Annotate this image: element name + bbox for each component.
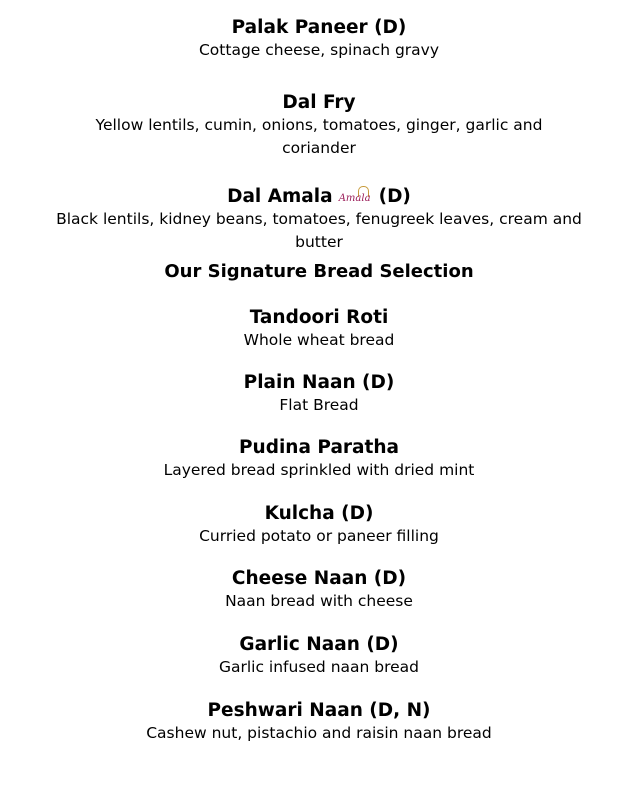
bread-description: Cashew nut, pistachio and raisin naan bread [146, 724, 492, 742]
menu-item [0, 568, 638, 613]
menu-item [0, 700, 638, 745]
section-title: Our Signature Bread Selection [164, 261, 474, 282]
bread-description: Layered bread sprinkled with dried mint [163, 461, 475, 479]
menu-item [0, 17, 638, 62]
dish-name: Dal Fry [282, 92, 356, 113]
bread-description: Naan bread with cheese [225, 592, 413, 610]
bread-description: Flat Bread [279, 396, 359, 414]
bread-name: Garlic Naan (D) [239, 634, 399, 655]
dish-description: Cottage cheese, spinach gravy [198, 41, 439, 59]
dish-description: Black lentils, kidney beans, tomatoes, fenugreek leaves, cream and butter [56, 210, 582, 251]
bread-description: Garlic infused naan bread [218, 658, 420, 676]
dish-name-suffix: (D) [378, 186, 411, 207]
menu-item [0, 307, 638, 352]
bread-name: Pudina Paratha [238, 437, 400, 458]
bread-name: Tandoori Roti [249, 307, 389, 328]
bread-name: Plain Naan (D) [243, 372, 395, 393]
section-heading [0, 261, 638, 283]
amala-logo [335, 186, 375, 208]
dish-name: Palak Paneer (D) [231, 17, 407, 38]
menu-item [0, 372, 638, 417]
dish-name [0, 186, 638, 208]
bread-name: Kulcha (D) [264, 503, 374, 524]
menu-item [0, 503, 638, 548]
logo-wordmark: Amala [338, 193, 371, 204]
menu-item [0, 437, 638, 482]
dish-name-text: Dal Amala [227, 186, 333, 207]
dish-description: Yellow lentils, cumin, onions, tomatoes, ginger, garlic and coriander [95, 116, 543, 157]
menu-item [0, 634, 638, 679]
menu-item [0, 186, 638, 254]
menu-item [0, 92, 638, 160]
bread-description: Curried potato or paneer filling [199, 527, 439, 545]
bread-name: Peshwari Naan (D, N) [207, 700, 431, 721]
bread-description: Whole wheat bread [243, 331, 395, 349]
bread-name: Cheese Naan (D) [231, 568, 407, 589]
